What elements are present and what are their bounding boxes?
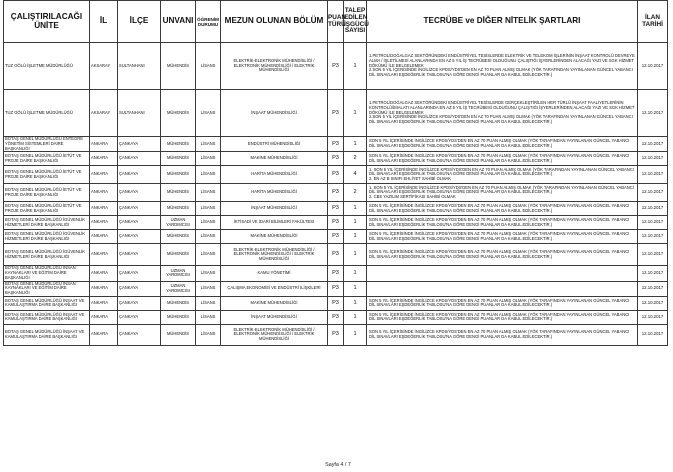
row-department: MAKİNE MÜHENDİSLİĞİ bbox=[221, 152, 328, 166]
row-district: ÇANKAYA bbox=[118, 244, 161, 266]
row-requirements: 1. SON 5 YIL İÇERİSİNDE İNGİLİZCE KPDS/YDS'DEN EN AZ 70 PUAN ALMIŞ OLMAK (YÖK TARAFINDAN YAYINLANAN GÜNCEL YABANCI DİL SINAVLARI EŞDEĞERLİK TABLOSU'NA GÖRE DENGİ PUANLAR DA KABUL EDİLECEKTİR.) 2. CBS YAZILIM SERTİFİKASI SAHİBİ OLMAK bbox=[367, 184, 638, 202]
table-row bbox=[4, 43, 668, 90]
row-count: 1 bbox=[344, 137, 367, 152]
row-department: HARİTA MÜHENDİSLİĞİ bbox=[221, 166, 328, 184]
row-score-type: P3 bbox=[328, 184, 344, 202]
row-requirements bbox=[367, 281, 638, 296]
page-number: Sayfa 4 / 7 bbox=[325, 462, 351, 468]
row-title: MÜHENDİS bbox=[161, 324, 196, 345]
table-row bbox=[4, 230, 668, 244]
row-count: 1 bbox=[344, 90, 367, 137]
row-score-type: P3 bbox=[328, 244, 344, 266]
row-requirements: 1.PETROL/DOĞALGAZ SEKTÖRÜNDEKİ ENDÜSTRİYEL TESİSLERDE ELEKTRİK VE TELEKOM İŞLERİNİN İNŞAAT KONTROLÜ DEVREYE ALMA / İŞLETİLMESİ ALANLARINDA EN AZ 5 YIL İŞ TECRÜBESİ OLDUĞUNU ÇALIŞTIĞI İŞYERLERİNDEN ALACAĞI YAZI VE SGK HİZMET DÖKÜMÜ İLE BELGELEMEK 2.SON 5 YIL İÇERİSİNDE İNGİLİZCE KPDS/YDS'DEN EN AZ 70 PUAN ALMIŞ OLMAK (YÖK TARAFINDAN YAYINLANAN GÜNCEL YABANCI DİL SINAVLARI EŞDEĞERLİK TABLOSU'NA GÖRE DENGİ PUANLAR DA KABUL EDİLECEKTİR.) bbox=[367, 43, 638, 90]
row-requirements: SON 5 YIL İÇERİSİNDE İNGİLİZCE KPDS/YDS'DEN EN AZ 70 PUAN ALMIŞ OLMAK (YÖK TARAFINDAN YAYINLANAN GÜNCEL YABANCI DİL SINAVLARI EŞDEĞERLİK TABLOSU'NA GÖRE DENGİ PUANLAR DA KABUL EDİLECEKTİR.) bbox=[367, 152, 638, 166]
row-date: 12.10.2017 bbox=[638, 324, 668, 345]
row-score-type: P3 bbox=[328, 216, 344, 230]
row-unit: BOTAŞ GENEL MÜDÜRLÜĞÜ İGÜVENLİK HİZMETLERİ DAİRE BAŞKANLIĞI bbox=[4, 230, 90, 244]
row-district: ÇANKAYA bbox=[118, 230, 161, 244]
header-count: TALEP EDİLEN İŞGÜCÜ SAYISI bbox=[344, 1, 367, 43]
row-education-status: LİSANS bbox=[196, 43, 221, 90]
row-unit: TUZ GÖLÜ İŞLETME MÜDÜRLÜĞÜ bbox=[4, 90, 90, 137]
row-province: ANKARA bbox=[90, 137, 118, 152]
row-date: 12.10.2017 bbox=[638, 216, 668, 230]
row-requirements: SON 5 YIL İÇERİSİNDE İNGİLİZCE KPDS/YDS'DEN EN AZ 70 PUAN ALMIŞ OLMAK (YÖK TARAFINDAN YAYINLANAN GÜNCEL YABANCI DİL SINAVLARI EŞDEĞERLİK TABLOSU'NA GÖRE DENGİ PUANLAR DA KABUL EDİLECEKTİR.) bbox=[367, 202, 638, 216]
row-score-type: P3 bbox=[328, 43, 344, 90]
row-count: 1 bbox=[344, 324, 367, 345]
row-unit: BOTAŞ GENEL MÜDÜRLÜĞÜ ENTEGRE YÖNETİM SİSTEMLERİ DAİRE BAŞKANLIĞI bbox=[4, 137, 90, 152]
row-score-type: P3 bbox=[328, 137, 344, 152]
row-district: SULTANHANI bbox=[118, 90, 161, 137]
row-date: 12.10.2017 bbox=[638, 184, 668, 202]
row-unit: BOTAŞ GENEL MÜDÜRLÜĞÜ İETÜT VE PROJE DAİRE BAŞKANLIĞI bbox=[4, 152, 90, 166]
row-title: MÜHENDİS bbox=[161, 230, 196, 244]
row-unit: BOTAŞ GENEL MÜDÜRLÜĞÜ İNSAN KAYNAKLARI VE EĞİTİM DAİRE BAŞKANLIĞI bbox=[4, 281, 90, 296]
row-date: 12.10.2017 bbox=[638, 90, 668, 137]
row-province: ANKARA bbox=[90, 184, 118, 202]
row-district: ÇANKAYA bbox=[118, 281, 161, 296]
row-count: 1 bbox=[344, 296, 367, 310]
row-date: 12.10.2017 bbox=[638, 202, 668, 216]
row-count: 1 bbox=[344, 202, 367, 216]
row-title: MÜHENDİS bbox=[161, 43, 196, 90]
header-requirements: TECRÜBE ve DİĞER NİTELİK ŞARTLARI bbox=[367, 1, 638, 43]
row-education-status: LİSANS bbox=[196, 90, 221, 137]
row-count: 4 bbox=[344, 166, 367, 184]
row-score-type: P3 bbox=[328, 152, 344, 166]
row-department: İKTİSADİ VE İDARİ BİLİMLERİ FAKÜLTESİ bbox=[221, 216, 328, 230]
table-row bbox=[4, 166, 668, 184]
row-date: 12.10.2017 bbox=[638, 230, 668, 244]
row-department: İNŞAAT MÜHENDİSLİĞİ bbox=[221, 90, 328, 137]
row-title: UZMAN YARDIMCISI bbox=[161, 266, 196, 281]
row-education-status: LİSANS bbox=[196, 216, 221, 230]
table-row bbox=[4, 90, 668, 137]
table-row bbox=[4, 152, 668, 166]
row-date: 12.10.2017 bbox=[638, 266, 668, 281]
row-education-status: LİSANS bbox=[196, 244, 221, 266]
row-title: MÜHENDİS bbox=[161, 152, 196, 166]
row-count: 1 bbox=[344, 266, 367, 281]
row-title: MÜHENDİS bbox=[161, 244, 196, 266]
row-unit: BOTAŞ GENEL MÜDÜRLÜĞÜ İNŞAAT VE KAMULAŞTIRMA DAİRE BAŞKANLIĞI bbox=[4, 324, 90, 345]
row-department: MAKİNE MÜHENDİSLİĞİ bbox=[221, 230, 328, 244]
row-district: ÇANKAYA bbox=[118, 310, 161, 324]
table-row bbox=[4, 281, 668, 296]
row-unit: BOTAŞ GENEL MÜDÜRLÜĞÜ İETÜT VE PROJE DAİRE BAŞKANLIĞI bbox=[4, 166, 90, 184]
row-requirements: SON 5 YIL İÇERİSİNDE İNGİLİZCE KPDS/YDS'DEN EN AZ 70 PUAN ALMIŞ OLMAK (YÖK TARAFINDAN YAYINLANAN GÜNCEL YABANCI DİL SINAVLARI EŞDEĞERLİK TABLOSU'NA GÖRE DENGİ PUANLAR DA KABUL EDİLECEKTİR.) bbox=[367, 244, 638, 266]
header-education-status: ÖĞRENİM DURUMU bbox=[196, 1, 221, 43]
row-province: AKSARAY bbox=[90, 43, 118, 90]
row-department: ÇALIŞMA EKONOMİSİ VE ENDÜSTRİ İLİŞKİLERİ bbox=[221, 281, 328, 296]
row-education-status: LİSANS bbox=[196, 230, 221, 244]
row-count: 1 bbox=[344, 230, 367, 244]
table-row bbox=[4, 184, 668, 202]
row-title: MÜHENDİS bbox=[161, 137, 196, 152]
row-score-type: P3 bbox=[328, 266, 344, 281]
row-score-type: P3 bbox=[328, 90, 344, 137]
row-requirements: 1. SON 5 YIL İÇERİSİNDE İNGİLİZCE KPDS/YDS'DEN EN AZ 70 PUAN ALMIŞ OLMAK (YÖK TARAFINDAN YAYINLANAN GÜNCEL YABANCI DİL SINAVLARI EŞDEĞERLİK TABLOSU'NA GÖRE DENGİ PUANLAR DA KABUL EDİLECEKTİR.) 2. EN AZ B SINIFI EHLİYET SAHİBİ OLMAK bbox=[367, 166, 638, 184]
table-row bbox=[4, 137, 668, 152]
row-education-status: LİSANS bbox=[196, 266, 221, 281]
row-district: ÇANKAYA bbox=[118, 166, 161, 184]
row-department: İNŞAAT MÜHENDİSLİĞİ bbox=[221, 310, 328, 324]
row-title: MÜHENDİS bbox=[161, 90, 196, 137]
table-body bbox=[4, 43, 668, 346]
row-province: ANKARA bbox=[90, 152, 118, 166]
row-district: ÇANKAYA bbox=[118, 202, 161, 216]
row-title: MÜHENDİS bbox=[161, 184, 196, 202]
row-unit: BOTAŞ GENEL MÜDÜRLÜĞÜ İNŞAAT VE KAMULAŞTIRMA DAİRE BAŞKANLIĞI bbox=[4, 310, 90, 324]
row-requirements: SON 5 YIL İÇERİSİNDE İNGİLİZCE KPDS/YDS'DEN EN AZ 70 PUAN ALMIŞ OLMAK (YÖK TARAFINDAN YAYINLANAN GÜNCEL YABANCI DİL SINAVLARI EŞDEĞERLİK TABLOSU'NA GÖRE DENGİ PUANLAR DA KABUL EDİLECEKTİR.) bbox=[367, 137, 638, 152]
row-score-type: P3 bbox=[328, 230, 344, 244]
row-district: ÇANKAYA bbox=[118, 296, 161, 310]
row-province: AKSARAY bbox=[90, 90, 118, 137]
row-title: MÜHENDİS bbox=[161, 166, 196, 184]
row-province: ANKARA bbox=[90, 216, 118, 230]
row-requirements: SON 5 YIL İÇERİSİNDE İNGİLİZCE KPDS/YDS'DEN EN AZ 70 PUAN ALMIŞ OLMAK (YÖK TARAFINDAN YAYINLANAN GÜNCEL YABANCI DİL SINAVLARI EŞDEĞERLİK TABLOSU'NA GÖRE DENGİ PUANLAR DA KABUL EDİLECEKTİR.) bbox=[367, 296, 638, 310]
row-count: 2 bbox=[344, 152, 367, 166]
row-date: 12.10.2017 bbox=[638, 152, 668, 166]
row-department: KAMU YÖNETİMİ bbox=[221, 266, 328, 281]
table-row bbox=[4, 216, 668, 230]
row-requirements: SON 5 YIL İÇERİSİNDE İNGİLİZCE KPDS/YDS'DEN EN AZ 70 PUAN ALMIŞ OLMAK (YÖK TARAFINDAN YAYINLANAN GÜNCEL YABANCI DİL SINAVLARI EŞDEĞERLİK TABLOSU'NA GÖRE DENGİ PUANLAR DA KABUL EDİLECEKTİR.) bbox=[367, 230, 638, 244]
row-requirements bbox=[367, 266, 638, 281]
row-district: ÇANKAYA bbox=[118, 216, 161, 230]
row-score-type: P3 bbox=[328, 324, 344, 345]
row-education-status: LİSANS bbox=[196, 166, 221, 184]
table-row bbox=[4, 324, 668, 345]
table-header-row bbox=[4, 1, 668, 43]
row-date: 12.10.2017 bbox=[638, 43, 668, 90]
row-province: ANKARA bbox=[90, 281, 118, 296]
job-listing-sheet bbox=[3, 0, 668, 468]
header-province: İL bbox=[90, 1, 118, 43]
row-title: UZMAN YARDIMCISI bbox=[161, 216, 196, 230]
row-title: MÜHENDİS bbox=[161, 296, 196, 310]
row-title: MÜHENDİS bbox=[161, 310, 196, 324]
row-title: MÜHENDİS bbox=[161, 202, 196, 216]
table-row bbox=[4, 266, 668, 281]
row-unit: BOTAŞ GENEL MÜDÜRLÜĞÜ İETÜT VE PROJE DAİRE BAŞKANLIĞI bbox=[4, 202, 90, 216]
row-department: İNŞAAT MÜHENDİSLİĞİ bbox=[221, 202, 328, 216]
row-department: ELEKTRİK-ELEKTRONİK MÜHENDİSLİĞİ / ELEKTRONİK MÜHENDİSLİĞİ / ELEKTRİK MÜHENDİSLİĞİ bbox=[221, 43, 328, 90]
row-department: ELEKTRİK-ELEKTRONİK MÜHENDİSLİĞİ / ELEKTRONİK MÜHENDİSLİĞİ / ELEKTRİK MÜHENDİSLİĞİ bbox=[221, 324, 328, 345]
row-count: 1 bbox=[344, 244, 367, 266]
row-score-type: P3 bbox=[328, 202, 344, 216]
row-date: 12.10.2017 bbox=[638, 137, 668, 152]
job-listing-table bbox=[3, 0, 668, 346]
table-row bbox=[4, 296, 668, 310]
row-district: ÇANKAYA bbox=[118, 324, 161, 345]
row-unit: BOTAŞ GENEL MÜDÜRLÜĞÜ İGÜVENLİK HİZMETLERİ DAİRE BAŞKANLIĞI bbox=[4, 216, 90, 230]
row-education-status: LİSANS bbox=[196, 184, 221, 202]
row-date: 12.10.2017 bbox=[638, 281, 668, 296]
row-requirements: 1.PETROL/DOĞALGAZ SEKTÖRÜNDEKİ ENDÜSTRİYEL TESİSLERDE GERÇEKLEŞTİRİLEN HER TÜRLÜ İNŞAAT FAALİYETLERİNİN KONTROLÜ/İMALATI ALANLARINDA EN AZ 5 YIL İŞ TECRÜBESİ OLDUĞUNU ÇALIŞTIĞI İŞYERLERİNDEN ALACAĞI YAZI VE SGK HİZMET DÖKÜMÜ İLE BELGELEMEK 2.SON 5 YIL İÇERİSİNDE İNGİLİZCE KPDS/YDS'DEN EN AZ 70 PUAN ALMIŞ OLMAK (YÖK TARAFINDAN YAYINLANAN GÜNCEL YABANCI DİL SINAVLARI EŞDEĞERLİK TABLOSU'NA GÖRE DENGİ PUANLAR DA KABUL EDİLECEKTİR.) bbox=[367, 90, 638, 137]
header-department: MEZUN OLUNAN BÖLÜM bbox=[221, 1, 328, 43]
table-row bbox=[4, 310, 668, 324]
row-unit: BOTAŞ GENEL MÜDÜRLÜĞÜ İGÜVENLİK HİZMETLERİ DAİRE BAŞKANLIĞI bbox=[4, 244, 90, 266]
row-province: ANKARA bbox=[90, 296, 118, 310]
row-date: 12.10.2017 bbox=[638, 244, 668, 266]
row-province: ANKARA bbox=[90, 310, 118, 324]
row-education-status: LİSANS bbox=[196, 137, 221, 152]
row-unit: BOTAŞ GENEL MÜDÜRLÜĞÜ İNSAN KAYNAKLARI VE EĞİTİM DAİRE BAŞKANLIĞI bbox=[4, 266, 90, 281]
row-date: 12.10.2017 bbox=[638, 166, 668, 184]
row-district: ÇANKAYA bbox=[118, 137, 161, 152]
row-province: ANKARA bbox=[90, 202, 118, 216]
row-count: 1 bbox=[344, 310, 367, 324]
row-province: ANKARA bbox=[90, 244, 118, 266]
row-requirements: SON 5 YIL İÇERİSİNDE İNGİLİZCE KPDS/YDS'DEN EN AZ 70 PUAN ALMIŞ OLMAK (YÖK TARAFINDAN YAYINLANAN GÜNCEL YABANCI DİL SINAVLARI EŞDEĞERLİK TABLOSU'NA GÖRE DENGİ PUANLAR DA KABUL EDİLECEKTİR.) bbox=[367, 310, 638, 324]
row-district: ÇANKAYA bbox=[118, 266, 161, 281]
row-date: 12.10.2017 bbox=[638, 296, 668, 310]
header-district: İLÇE bbox=[118, 1, 161, 43]
row-education-status: LİSANS bbox=[196, 296, 221, 310]
row-score-type: P3 bbox=[328, 166, 344, 184]
row-education-status: LİSANS bbox=[196, 310, 221, 324]
row-province: ANKARA bbox=[90, 324, 118, 345]
row-education-status: LİSANS bbox=[196, 202, 221, 216]
header-score-type: PUAN TÜRÜ bbox=[328, 1, 344, 43]
row-province: ANKARA bbox=[90, 266, 118, 281]
row-department: ENDÜSTRİ MÜHENDİSLİĞİ bbox=[221, 137, 328, 152]
row-score-type: P3 bbox=[328, 281, 344, 296]
row-department: HARİTA MÜHENDİSLİĞİ bbox=[221, 184, 328, 202]
row-district: SULTANHANI bbox=[118, 43, 161, 90]
row-date: 12.10.2017 bbox=[638, 310, 668, 324]
row-province: ANKARA bbox=[90, 230, 118, 244]
row-department: ELEKTRİK-ELEKTRONİK MÜHENDİSLİĞİ / ELEKTRONİK MÜHENDİSLİĞİ / ELEKTRİK MÜHENDİSLİĞİ bbox=[221, 244, 328, 266]
row-education-status: LİSANS bbox=[196, 152, 221, 166]
header-date: İLAN TARİHİ bbox=[638, 1, 668, 43]
row-requirements: SON 5 YIL İÇERİSİNDE İNGİLİZCE KPDS/YDS'DEN EN AZ 70 PUAN ALMIŞ OLMAK (YÖK TARAFINDAN YAYINLANAN GÜNCEL YABANCI DİL SINAVLARI EŞDEĞERLİK TABLOSU'NA GÖRE DENGİ PUANLAR DA KABUL EDİLECEKTİR.) bbox=[367, 324, 638, 345]
row-unit: BOTAŞ GENEL MÜDÜRLÜĞÜ İNŞAAT VE KAMULAŞTIRMA DAİRE BAŞKANLIĞI bbox=[4, 296, 90, 310]
row-unit: TUZ GÖLÜ İŞLETME MÜDÜRLÜĞÜ bbox=[4, 43, 90, 90]
row-department: MAKİNE MÜHENDİSLİĞİ bbox=[221, 296, 328, 310]
row-count: 2 bbox=[344, 184, 367, 202]
header-title: UNVANI bbox=[161, 1, 196, 43]
table-row bbox=[4, 244, 668, 266]
table-row bbox=[4, 202, 668, 216]
row-title: UZMAN YARDIMCISI bbox=[161, 281, 196, 296]
header-unit: ÇALIŞTIRILACAĞI ÜNİTE bbox=[4, 1, 90, 43]
row-education-status: LİSANS bbox=[196, 324, 221, 345]
row-district: ÇANKAYA bbox=[118, 152, 161, 166]
row-province: ANKARA bbox=[90, 166, 118, 184]
row-count: 1 bbox=[344, 43, 367, 90]
row-district: ÇANKAYA bbox=[118, 184, 161, 202]
row-unit: BOTAŞ GENEL MÜDÜRLÜĞÜ İETÜT VE PROJE DAİRE BAŞKANLIĞI bbox=[4, 184, 90, 202]
row-count: 1 bbox=[344, 281, 367, 296]
row-requirements: SON 5 YIL İÇERİSİNDE İNGİLİZCE KPDS/YDS'DEN EN AZ 70 PUAN ALMIŞ OLMAK (YÖK TARAFINDAN YAYINLANAN GÜNCEL YABANCI DİL SINAVLARI EŞDEĞERLİK TABLOSU'NA GÖRE DENGİ PUANLAR DA KABUL EDİLECEKTİR.) bbox=[367, 216, 638, 230]
row-score-type: P3 bbox=[328, 296, 344, 310]
row-education-status: LİSANS bbox=[196, 281, 221, 296]
row-count: 1 bbox=[344, 216, 367, 230]
row-score-type: P3 bbox=[328, 310, 344, 324]
